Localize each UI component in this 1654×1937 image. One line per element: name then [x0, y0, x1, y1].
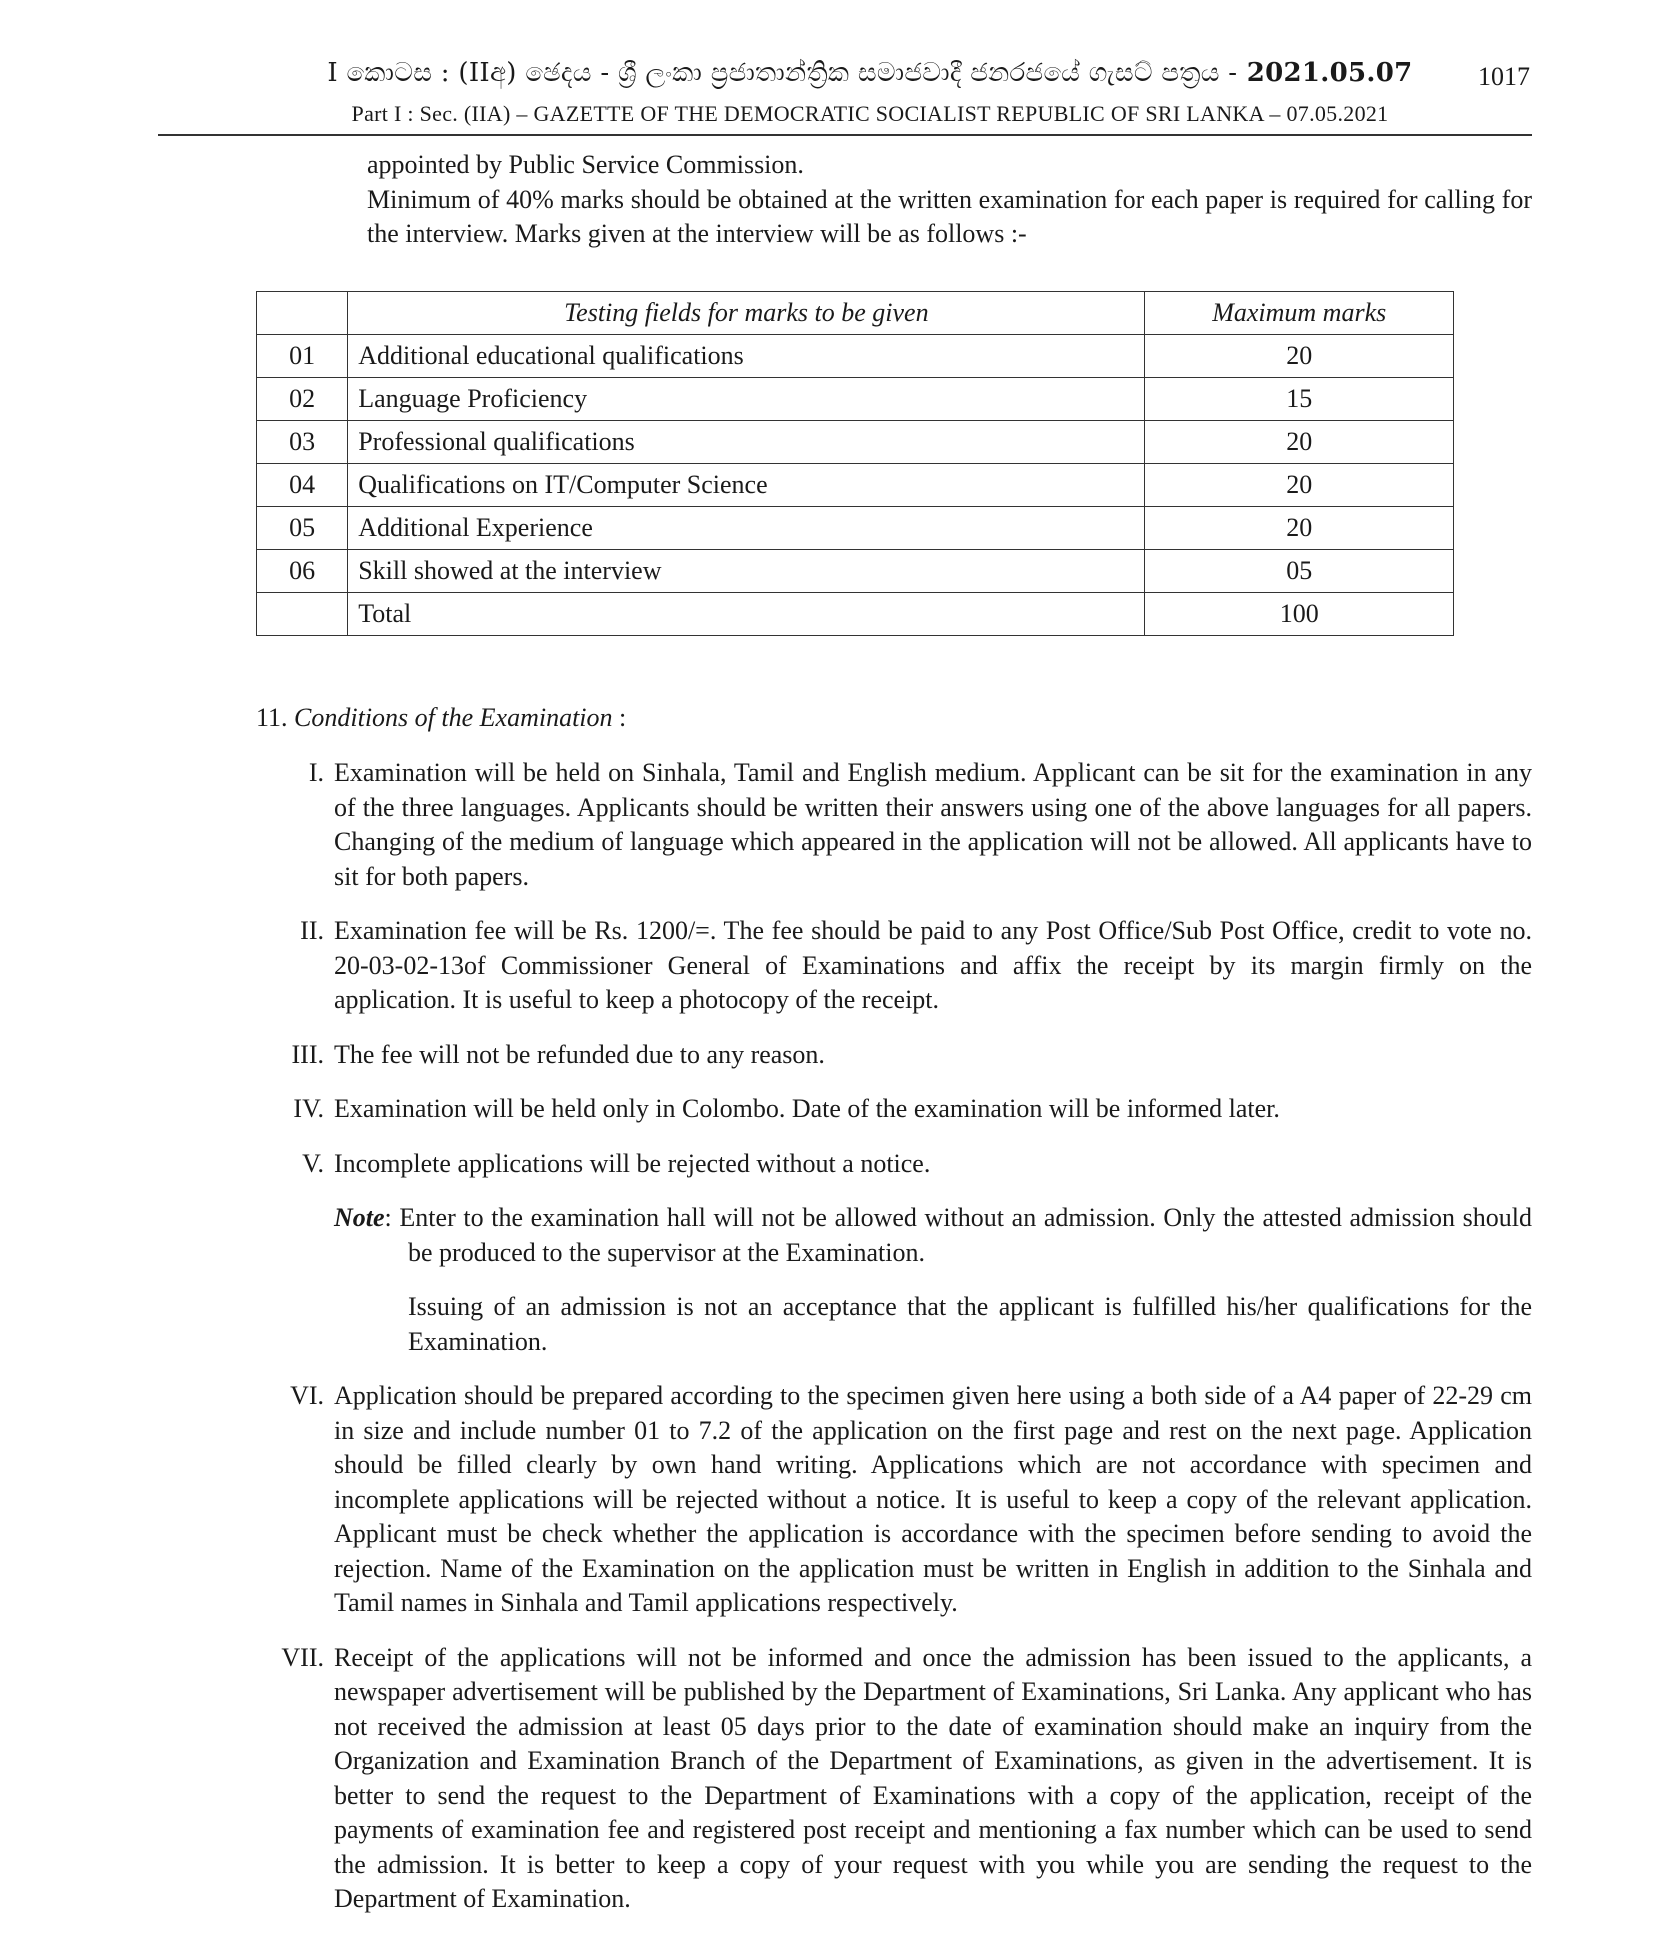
- marks-table: [256, 291, 1454, 636]
- item-text: Incomplete applications will be rejected without a notice.: [334, 1148, 931, 1178]
- row-max: 20: [1145, 421, 1454, 464]
- list-item: [256, 1641, 1532, 1917]
- section-title: [256, 703, 626, 733]
- row-no: 03: [257, 421, 348, 464]
- row-max: 20: [1145, 507, 1454, 550]
- header-english: Part I : Sec. (IIA) – GAZETTE OF THE DEMOCRATIC SOCIALIST REPUBLIC OF SRI LANKA – 07.05.2021: [351, 101, 1389, 126]
- row-no: 02: [257, 378, 348, 421]
- item-text: The fee will not be refunded due to any reason.: [334, 1039, 825, 1069]
- note-paragraph: [334, 1201, 1532, 1270]
- row-max: 05: [1145, 550, 1454, 593]
- table-row: [257, 335, 1454, 378]
- row-field: Language Proficiency: [348, 378, 1145, 421]
- item-numeral: I.: [308, 758, 324, 787]
- header-sinhala: [240, 58, 1500, 89]
- item-numeral: II.: [300, 916, 324, 945]
- row-no: 06: [257, 550, 348, 593]
- header-sinhala-text: I කොටස : (IIඅ) ඡෙදය - ශ්‍රී ලංකා ප්‍රජාතාන්ත්‍රික සමාජවාදී ජනරජයේ ගැසට් පත්‍රය -: [327, 58, 1238, 88]
- intro-text: [367, 148, 1532, 252]
- item-text: Examination will be held only in Colombo. Date of the examination will be informed later.: [334, 1094, 1280, 1123]
- note-paragraph-2: Issuing of an admission is not an acceptance that the applicant is fulfilled his/her qualifications for the Examination.: [408, 1292, 1532, 1356]
- list-item: [256, 756, 1532, 894]
- note-block: [334, 1201, 1532, 1270]
- item-text: Application should be prepared according to the specimen given here using a both side of a A4 paper of 22-29 cm in size and include number 01 to 7.2 of the application on the first page and rest on the next page. Application should be filled clearly by own hand writing. Applications which are not accordance with specimen and incomplete applications will be rejected without a notice. It is useful to keep a copy of the relevant application. Applicant must be check whether the application is accordance with the specimen before sending to avoid the rejection. Name of the Examination on the application must be written in English in addition to the Sinhala and Tamil names in Sinhala and Tamil applications respectively.: [334, 1381, 1532, 1617]
- row-field: Qualifications on IT/Computer Science: [348, 464, 1145, 507]
- header-field: Testing fields for marks to be given: [348, 292, 1145, 335]
- section-title-suffix: :: [612, 703, 627, 732]
- row-no: 04: [257, 464, 348, 507]
- row-field: Additional Experience: [348, 507, 1145, 550]
- note-text: : Enter to the examination hall will not be allowed without an admission. Only the attested admission should be produced to the supervisor at the Examination.: [384, 1203, 1532, 1267]
- table-row: [257, 550, 1454, 593]
- list-item: [256, 1147, 1532, 1182]
- table-row: [257, 421, 1454, 464]
- row-field: Additional educational qualifications: [348, 335, 1145, 378]
- item-numeral: VII.: [281, 1642, 324, 1672]
- note-label: Note: [334, 1203, 385, 1232]
- page-number: 1017: [1478, 62, 1530, 91]
- list-item: [256, 1092, 1532, 1127]
- list-item: [256, 1038, 1532, 1073]
- row-max: 15: [1145, 378, 1454, 421]
- table-total-row: [257, 593, 1454, 636]
- table-header-row: [257, 292, 1454, 335]
- intro-line-1: appointed by Public Service Commission.: [367, 150, 804, 179]
- item-numeral: VI.: [290, 1381, 324, 1410]
- row-no: [257, 593, 348, 636]
- section-title-text: Conditions of the Examination: [294, 703, 613, 732]
- item-text: Receipt of the applications will not be informed and once the admission has been issued to the applicants, a newspaper advertisement will be published by the Department of Examinations, Sri Lanka. Any applicant who has not received the admission at least 05 days prior to the date of examination should make an inquiry from the Organization and Examination Branch of the Department of Examinations, as given in the advertisement. It is better to send the request to the Department of Examinations with a copy of the application, receipt of the payments of examination fee and registered post receipt and mentioning a fax number which can be used to send the admission. It is better to keep a copy of your request with you while you are sending the request to the Department of Examination.: [334, 1642, 1532, 1913]
- item-numeral: IV.: [293, 1094, 324, 1123]
- conditions-list: [256, 756, 1532, 1917]
- header-divider: [158, 134, 1532, 136]
- row-field: Professional qualifications: [348, 421, 1145, 464]
- section-number: 11.: [256, 703, 288, 732]
- table-row: [257, 464, 1454, 507]
- table-row: [257, 378, 1454, 421]
- table-row: [257, 507, 1454, 550]
- item-text: Examination fee will be Rs. 1200/=. The fee should be paid to any Post Office/Sub Post Office, credit to vote no. 20-03-02-13of Commissioner General of Examinations and affix the receipt by its margin firmly on the application. It is useful to keep a photocopy of the receipt.: [334, 916, 1532, 1014]
- item-numeral: III.: [291, 1039, 324, 1069]
- row-no: 01: [257, 335, 348, 378]
- header-max: Maximum marks: [1145, 292, 1454, 335]
- header-no: [257, 292, 348, 335]
- item-text: Examination will be held on Sinhala, Tamil and English medium. Applicant can be sit for the examination in any of the three languages. Applicants should be written their answers using one of the above languages for all papers. Changing of the medium of language which appeared in the application will not be allowed. All applicants have to sit for both papers.: [334, 758, 1532, 891]
- list-item: [256, 1379, 1532, 1621]
- row-no: 05: [257, 507, 348, 550]
- row-max: 20: [1145, 464, 1454, 507]
- header-date: 2021.05.07: [1246, 58, 1413, 88]
- intro-line-2: Minimum of 40% marks should be obtained at the written examination for each paper is required for calling for the interview. Marks given at the interview will be as follows :-: [367, 184, 1532, 248]
- list-item: [256, 914, 1532, 1018]
- item-numeral: V.: [302, 1148, 324, 1178]
- row-field: Skill showed at the interview: [348, 550, 1145, 593]
- row-max: 100: [1145, 593, 1454, 636]
- row-field: Total: [348, 593, 1145, 636]
- row-max: 20: [1145, 335, 1454, 378]
